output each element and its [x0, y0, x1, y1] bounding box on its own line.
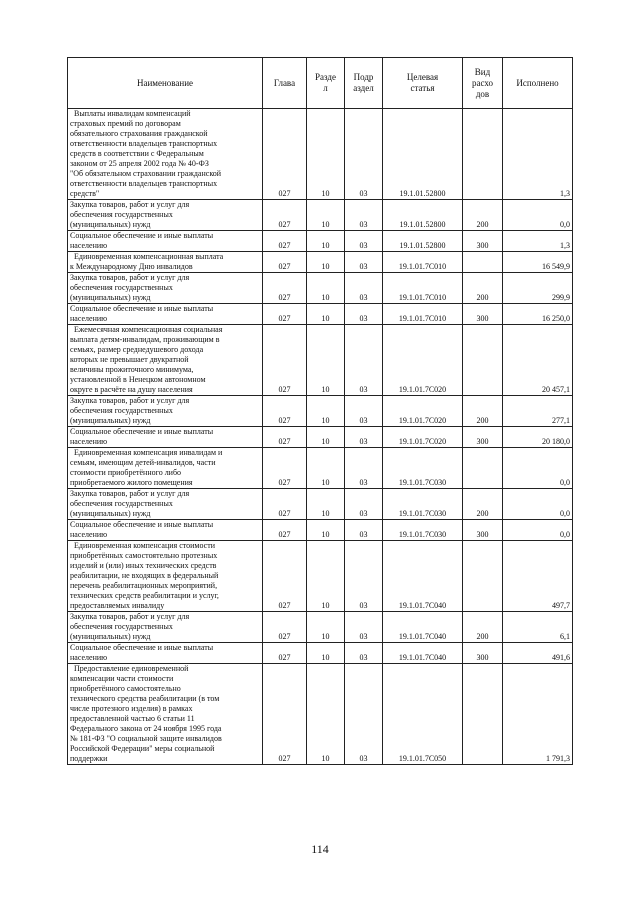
cell-executed: 0,0: [503, 489, 573, 520]
cell-target: 19.1.01.7С030: [383, 489, 463, 520]
cell-section: 10: [307, 448, 345, 489]
cell-target: 19.1.01.52800: [383, 231, 463, 252]
cell-chapter: 027: [263, 231, 307, 252]
cell-target: 19.1.01.7С010: [383, 252, 463, 273]
cell-chapter: 027: [263, 489, 307, 520]
cell-name: Закупка товаров, работ и услуг для обеспечения государственных (муниципальных) нужд: [68, 396, 263, 427]
cell-executed: 497,7: [503, 541, 573, 612]
cell-subsection: 03: [345, 325, 383, 396]
cell-target: 19.1.01.7С030: [383, 448, 463, 489]
header-row: [68, 58, 573, 109]
table-row: [68, 427, 573, 448]
cell-expense-type: 200: [463, 273, 503, 304]
table-row: [68, 489, 573, 520]
cell-chapter: 027: [263, 612, 307, 643]
cell-target: 19.1.01.7С020: [383, 396, 463, 427]
table-row: [68, 448, 573, 489]
table-row: [68, 643, 573, 664]
cell-executed: 6,1: [503, 612, 573, 643]
cell-expense-type: [463, 664, 503, 765]
cell-executed: 20 180,0: [503, 427, 573, 448]
cell-expense-type: 300: [463, 520, 503, 541]
cell-executed: 0,0: [503, 448, 573, 489]
cell-section: 10: [307, 325, 345, 396]
table-body: [68, 109, 573, 765]
cell-subsection: 03: [345, 427, 383, 448]
header-name: Наименование: [68, 58, 263, 109]
cell-name: Социальное обеспечение и иные выплаты населению: [68, 304, 263, 325]
cell-chapter: 027: [263, 541, 307, 612]
cell-name: Единовременная компенсация инвалидам и семьям, имеющим детей-инвалидов, части стоимости приобретённого либо приобретаемого жилого помещения: [68, 448, 263, 489]
cell-expense-type: 300: [463, 231, 503, 252]
cell-expense-type: 200: [463, 612, 503, 643]
cell-expense-type: [463, 448, 503, 489]
cell-expense-type: 300: [463, 304, 503, 325]
cell-name: Закупка товаров, работ и услуг для обеспечения государственных (муниципальных) нужд: [68, 200, 263, 231]
table-row: [68, 304, 573, 325]
table-row: [68, 664, 573, 765]
cell-subsection: 03: [345, 231, 383, 252]
cell-target: 19.1.01.7С030: [383, 520, 463, 541]
cell-subsection: 03: [345, 448, 383, 489]
table-row: [68, 200, 573, 231]
cell-target: 19.1.01.7С040: [383, 541, 463, 612]
cell-chapter: 027: [263, 448, 307, 489]
header-chapter: Глава: [263, 58, 307, 109]
cell-executed: 299,9: [503, 273, 573, 304]
cell-target: 19.1.01.7С040: [383, 643, 463, 664]
cell-subsection: 03: [345, 252, 383, 273]
cell-target: 19.1.01.7С020: [383, 325, 463, 396]
cell-executed: 16 549,9: [503, 252, 573, 273]
cell-subsection: 03: [345, 489, 383, 520]
cell-name: Предоставление единовременной компенсации части стоимости приобретённого самостоятельно технического средства реабилитации (в том числе протезного изделия) в рамках предоставленной частью 6 статьи 11 Федерального закона от 24 ноября 1995 года № 181-ФЗ "О социальной защите инвалидов Российской Федерации" меры социальной поддержки: [68, 664, 263, 765]
cell-subsection: 03: [345, 643, 383, 664]
table-row: [68, 612, 573, 643]
header-executed: Исполнено: [503, 58, 573, 109]
cell-name: Социальное обеспечение и иные выплаты населению: [68, 427, 263, 448]
cell-chapter: 027: [263, 325, 307, 396]
cell-target: 19.1.01.52800: [383, 200, 463, 231]
cell-target: 19.1.01.7С040: [383, 612, 463, 643]
cell-name: Единовременная компенсация стоимости приобретённых самостоятельно протезных изделий и (или) иных технических средств реабилитации, не входящих в федеральный перечень реабилитационных мероприятий, технических средств реабилитации и услуг, предоставляемых инвалиду: [68, 541, 263, 612]
cell-expense-type: 200: [463, 489, 503, 520]
cell-chapter: 027: [263, 200, 307, 231]
table-row: [68, 231, 573, 252]
cell-expense-type: 300: [463, 643, 503, 664]
cell-executed: 1,3: [503, 109, 573, 200]
cell-section: 10: [307, 252, 345, 273]
cell-name: Единовременная компенсационная выплата к Международному Дню инвалидов: [68, 252, 263, 273]
cell-expense-type: 300: [463, 427, 503, 448]
cell-executed: 0,0: [503, 520, 573, 541]
cell-executed: 20 457,1: [503, 325, 573, 396]
cell-executed: 277,1: [503, 396, 573, 427]
cell-name: Закупка товаров, работ и услуг для обеспечения государственных (муниципальных) нужд: [68, 273, 263, 304]
table-row: [68, 273, 573, 304]
cell-expense-type: [463, 109, 503, 200]
header-subsection: Подр аздел: [345, 58, 383, 109]
cell-section: 10: [307, 231, 345, 252]
cell-name: Ежемесячная компенсационная социальная выплата детям-инвалидам, проживающим в семьях, размер среднедушевого дохода которых не превышает двукратной величины прожиточного минимума, установленной в Ненецком автономном округе в расчёте на душу населения: [68, 325, 263, 396]
cell-subsection: 03: [345, 304, 383, 325]
cell-section: 10: [307, 520, 345, 541]
cell-executed: 0,0: [503, 200, 573, 231]
cell-subsection: 03: [345, 520, 383, 541]
cell-subsection: 03: [345, 541, 383, 612]
cell-section: 10: [307, 541, 345, 612]
table-row: [68, 109, 573, 200]
cell-section: 10: [307, 643, 345, 664]
cell-name: Социальное обеспечение и иные выплаты населению: [68, 520, 263, 541]
header-expense-type: Вид расхо дов: [463, 58, 503, 109]
cell-chapter: 027: [263, 304, 307, 325]
cell-name: Социальное обеспечение и иные выплаты населению: [68, 231, 263, 252]
cell-subsection: 03: [345, 612, 383, 643]
cell-name: Закупка товаров, работ и услуг для обеспечения государственных (муниципальных) нужд: [68, 612, 263, 643]
cell-section: 10: [307, 109, 345, 200]
cell-section: 10: [307, 612, 345, 643]
cell-section: 10: [307, 304, 345, 325]
cell-subsection: 03: [345, 664, 383, 765]
cell-chapter: 027: [263, 396, 307, 427]
header-target: Целевая статья: [383, 58, 463, 109]
cell-section: 10: [307, 427, 345, 448]
cell-target: 19.1.01.7С050: [383, 664, 463, 765]
table-row: [68, 396, 573, 427]
cell-chapter: 027: [263, 427, 307, 448]
cell-section: 10: [307, 664, 345, 765]
cell-expense-type: [463, 252, 503, 273]
cell-section: 10: [307, 489, 345, 520]
cell-subsection: 03: [345, 396, 383, 427]
cell-name: Выплаты инвалидам компенсаций страховых премий по договорам обязательного страхования гражданской ответственности владельцев транспортных средств в соответствии с Федеральным законом от 25 апреля 2002 года № 40-ФЗ "Об обязательном страховании гражданской ответственности владельцев транспортных средств": [68, 109, 263, 200]
page-number: 114: [311, 842, 329, 856]
header-section: Разде л: [307, 58, 345, 109]
cell-expense-type: [463, 325, 503, 396]
cell-chapter: 027: [263, 643, 307, 664]
cell-chapter: 027: [263, 109, 307, 200]
table-row: [68, 520, 573, 541]
cell-subsection: 03: [345, 109, 383, 200]
cell-executed: 1 791,3: [503, 664, 573, 765]
cell-chapter: 027: [263, 252, 307, 273]
cell-section: 10: [307, 273, 345, 304]
cell-chapter: 027: [263, 273, 307, 304]
cell-chapter: 027: [263, 664, 307, 765]
cell-executed: 16 250,0: [503, 304, 573, 325]
cell-target: 19.1.01.52800: [383, 109, 463, 200]
cell-chapter: 027: [263, 520, 307, 541]
cell-expense-type: 200: [463, 200, 503, 231]
cell-name: Закупка товаров, работ и услуг для обеспечения государственных (муниципальных) нужд: [68, 489, 263, 520]
cell-expense-type: [463, 541, 503, 612]
cell-target: 19.1.01.7С010: [383, 273, 463, 304]
budget-table: [67, 57, 573, 765]
table-row: [68, 252, 573, 273]
cell-expense-type: 200: [463, 396, 503, 427]
cell-executed: 491,6: [503, 643, 573, 664]
cell-name: Социальное обеспечение и иные выплаты населению: [68, 643, 263, 664]
cell-executed: 1,3: [503, 231, 573, 252]
cell-section: 10: [307, 396, 345, 427]
cell-target: 19.1.01.7С010: [383, 304, 463, 325]
cell-target: 19.1.01.7С020: [383, 427, 463, 448]
cell-subsection: 03: [345, 273, 383, 304]
cell-section: 10: [307, 200, 345, 231]
table-row: [68, 541, 573, 612]
table-row: [68, 325, 573, 396]
cell-subsection: 03: [345, 200, 383, 231]
